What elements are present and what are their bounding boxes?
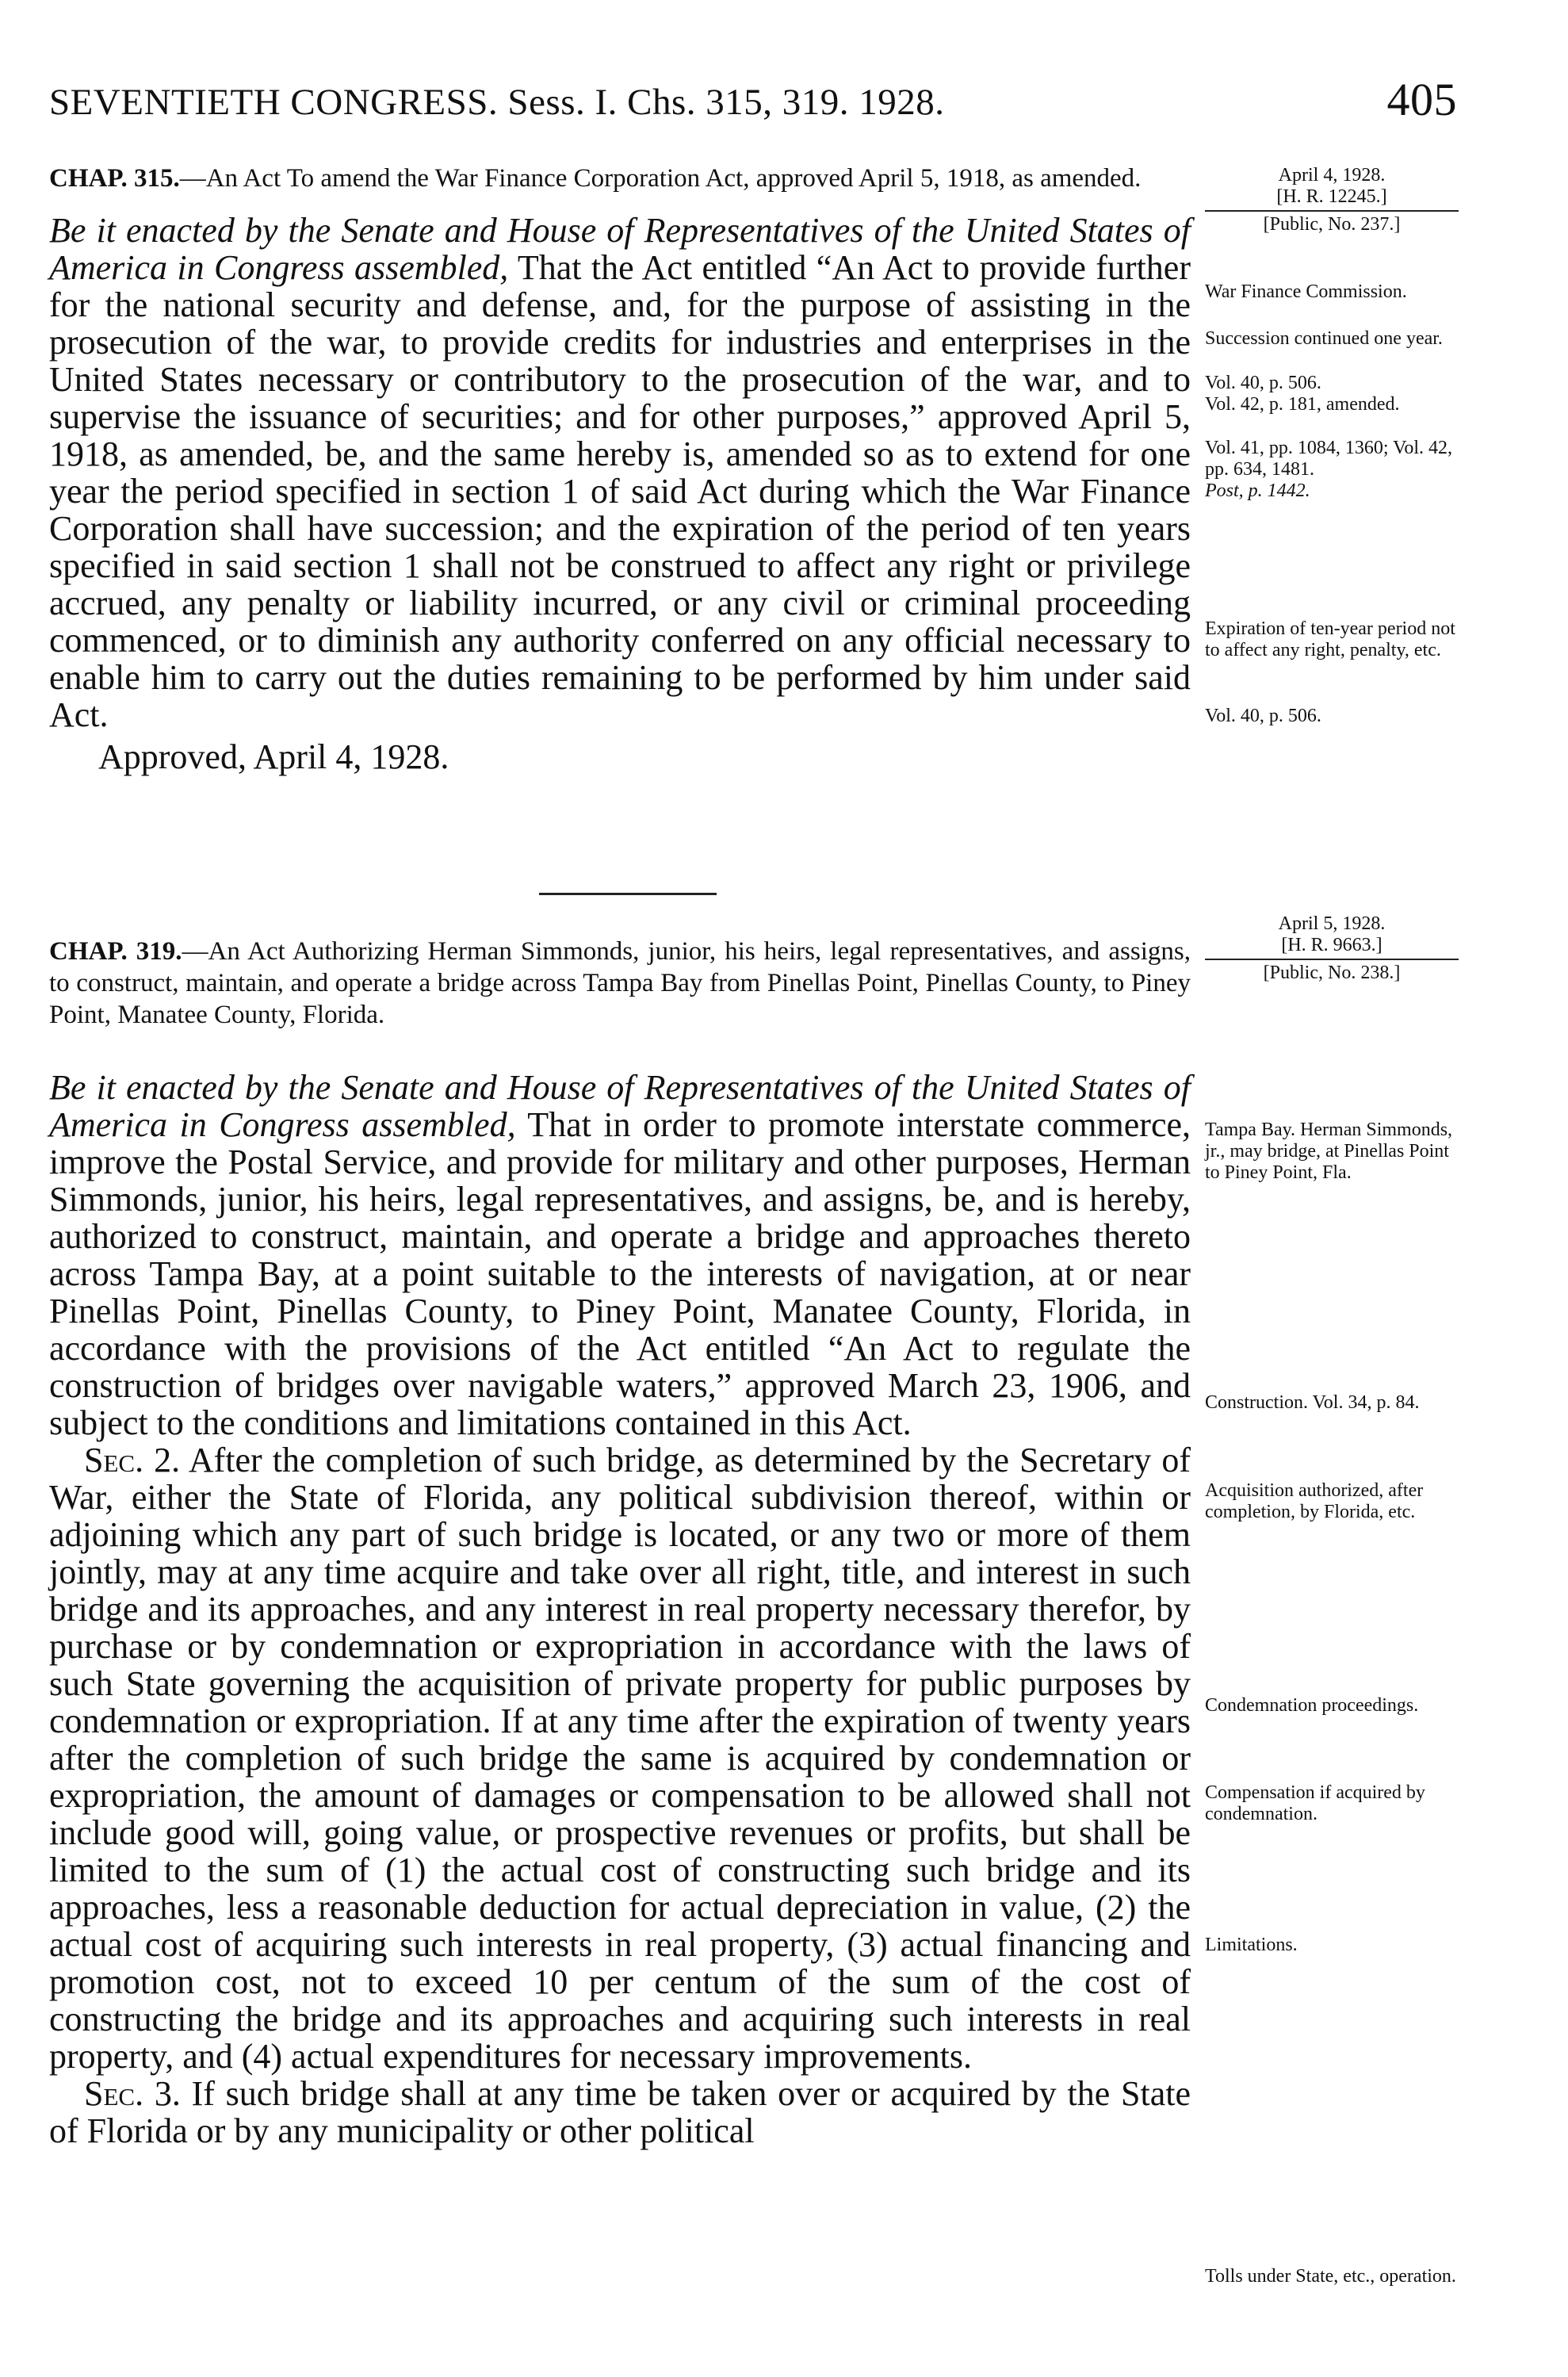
- section-divider: [539, 893, 717, 895]
- chap315-margin-head: [1205, 165, 1459, 235]
- chap319-sec2-label: Sec. 2.: [84, 1441, 181, 1479]
- chap319-margin-head: [1205, 913, 1459, 984]
- chap315-note5: Vol. 41, pp. 1084, 1360; Vol. 42, pp. 634, 1481.: [1205, 438, 1453, 480]
- chap319-title: —An Act Authorizing Herman Simmonds, junior, his heirs, legal representatives, and assigns, to construct, maintain, and operate a bridge across Tampa Bay from Pinellas Point, Pinellas County, to Piney Point, Manatee County, Florida.: [49, 937, 1191, 1029]
- chap315-note4: Vol. 42, p. 181, amended.: [1205, 394, 1400, 415]
- running-head-title: SEVENTIETH CONGRESS. Sess. I. Chs. 315, 319. 1928.: [49, 82, 945, 123]
- chap315-note8: Vol. 40, p. 506.: [1205, 706, 1321, 726]
- chap315-note1: War Finance Commission.: [1205, 281, 1407, 302]
- chap319-note4: Condemnation proceedings.: [1205, 1695, 1419, 1716]
- chap315-margin-rule: [1205, 210, 1459, 212]
- chap315-title: —An Act To amend the War Finance Corporation Act, approved April 5, 1918, as amended.: [179, 164, 1142, 193]
- chap315-note6: Post, p. 1442.: [1205, 480, 1310, 501]
- chap319-note3: Acquisition authorized, after completion, by Florida, etc.: [1205, 1480, 1424, 1522]
- chap319-public: [Public, No. 238.]: [1263, 963, 1401, 983]
- chap315-note3: Vol. 40, p. 506.: [1205, 373, 1321, 393]
- chap319-note2: Construction. Vol. 34, p. 84.: [1205, 1392, 1420, 1413]
- chap315-note7: Expiration of ten-year period not to affect any right, penalty, etc.: [1205, 618, 1455, 660]
- chap319-margin-rule: [1205, 959, 1459, 960]
- chap319-note5: Compensation if acquired by condemnation.: [1205, 1782, 1425, 1824]
- chap319-sec3-text: If such bridge shall at any time be taken over or acquired by the State of Florida or by any municipality or other political: [49, 2074, 1191, 2150]
- chap319-sec1: [49, 1069, 1191, 1441]
- chap315-date: April 4, 1928.: [1278, 165, 1386, 186]
- chap315-label: CHAP. 315.: [49, 164, 180, 193]
- running-head: [49, 73, 1457, 128]
- chap319-body: [49, 936, 1191, 2149]
- chap315-heading: [49, 163, 1191, 194]
- chap315-body: [49, 163, 1191, 775]
- chap315-body-text: That the Act entitled “An Act to provide further for the national security and defense, and, for the purpose of assisting in the prosecution of the war, to provide credits for industries and enterprises in the United States necessary or contributory to the prosecution of the war, and to supervise the issuance of securities; and for other purposes,” approved April 5, 1918, as amended, be, and the same hereby is, amended so as to extend for one year the period specified in section 1 of said Act during which the War Finance Corporation shall have succession; and the expiration of the period of ten years specified in said section 1 shall not be construed to affect any right or privilege accrued, any penalty or liability incurred, or any civil or criminal proceeding commenced, or to diminish any authority conferred on any official necessary to enable him to carry out the duties remaining to be performed by him under said Act.: [49, 248, 1191, 734]
- chap319-sec3-label: Sec. 3.: [84, 2074, 181, 2113]
- chap315-text: [49, 212, 1191, 733]
- chap319-enacting-clause: Be it enacted by the Senate and House of Representatives of the United States of America in Congress assembled,: [49, 1068, 1191, 1144]
- chap315-bill: [H. R. 12245.]: [1276, 186, 1387, 207]
- chap319-sec1-text: That in order to promote interstate commerce, improve the Postal Service, and provide for military and other purposes, Herman Simmonds, junior, his heirs, legal representatives, and assigns, be, and is hereby, authorized to construct, maintain, and operate a bridge and approaches thereto across Tampa Bay, at a point suitable to the interests of navigation, at or near Pinellas Point, Pinellas County, to Piney Point, Manatee County, Florida, in accordance with the provisions of the Act entitled “An Act to regulate the construction of bridges over navigable waters,” approved March 23, 1906, and subject to the conditions and limitations contained in this Act.: [49, 1105, 1191, 1442]
- chap315-enacting-clause: Be it enacted by the Senate and House of Representatives of the United States of America in Congress assembled,: [49, 211, 1191, 287]
- chap319-note7: Tolls under State, etc., operation.: [1205, 2266, 1456, 2287]
- chap315-public: [Public, No. 237.]: [1263, 214, 1401, 235]
- chap319-sec3: [49, 2075, 1191, 2149]
- chap315-approved: Approved, April 4, 1928.: [98, 737, 449, 776]
- chap319-sec2: [49, 1441, 1191, 2075]
- chap319-date: April 5, 1928.: [1278, 913, 1386, 934]
- chap315-note2: Succession continued one year.: [1205, 328, 1443, 349]
- page-number: 405: [1386, 74, 1457, 125]
- chap319-bill: [H. R. 9663.]: [1281, 935, 1383, 955]
- chap319-sec2-text: After the completion of such bridge, as determined by the Secretary of War, either the State of Florida, any political subdivision thereof, within or adjoining which any part of such bridge is located, or any two or more of them jointly, may at any time acquire and take over all right, title, and interest in such bridge and its approaches, and any interest in real property necessary therefor, by purchase or by condemnation or expropriation in accordance with the laws of such State governing the acquisition of private property for public purposes by condemnation or expropriation. If at any time after the expiration of twenty years after the completion of such bridge the same is acquired by condemnation or expropriation, the amount of damages or compensation to be allowed shall not include good will, going value, or prospective revenues or profits, but shall be limited to the sum of (1) the actual cost of constructing such bridge and its approaches, less a reasonable deduction for actual depreciation in value, (2) the actual cost of acquiring such interests in real property, (3) actual financing and promotion cost, not to exceed 10 per centum of the sum of the cost of constructing the bridge and its approaches and acquiring such interests in real property, and (4) actual expenditures for necessary improvements.: [49, 1441, 1191, 2076]
- chap319-note1: Tampa Bay. Herman Simmonds, jr., may bridge, at Pinellas Point to Piney Point, Fla.: [1205, 1120, 1453, 1183]
- chap319-note6: Limitations.: [1205, 1935, 1298, 1955]
- chap319-label: CHAP. 319.: [49, 937, 182, 966]
- chap319-heading: [49, 936, 1191, 1031]
